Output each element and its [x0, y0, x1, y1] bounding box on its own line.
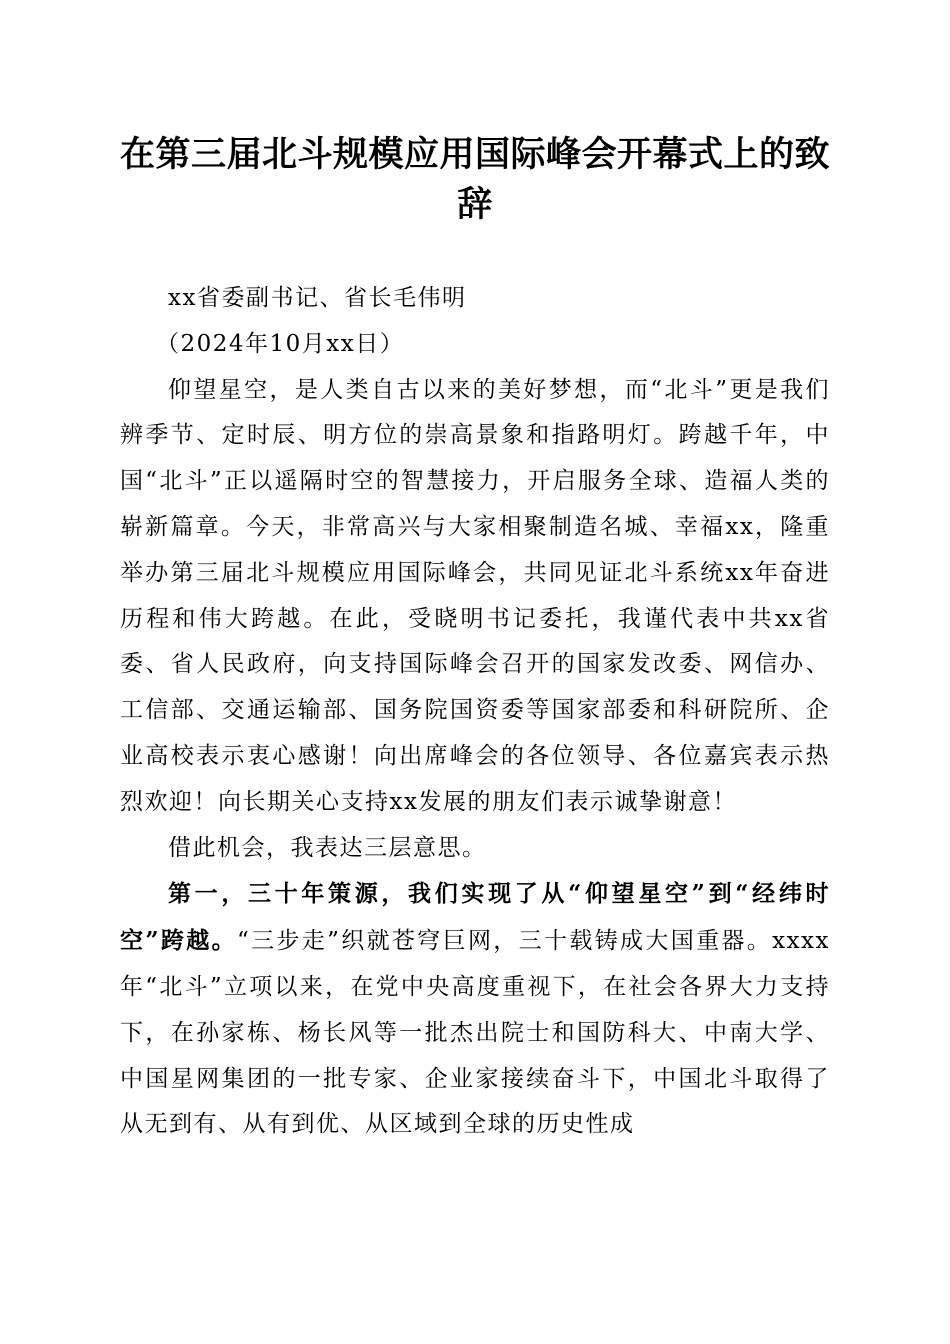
paragraph — [120, 826, 830, 872]
date-line: （2024年10月xx日） — [156, 330, 405, 357]
author-line: xx省委副书记、省长毛伟明 — [168, 285, 467, 311]
paragraph-text: 借此机会，我表达三层意思。 — [168, 834, 487, 861]
paragraph — [120, 871, 830, 1148]
paragraph — [120, 368, 830, 826]
paragraph-lead: 第一，三十年策源，我们实现了从“仰望星空”到“经纬时空”跨越。 — [120, 880, 830, 955]
document-title: 在第三届北斗规模应用国际峰会开幕式上的致辞 — [119, 134, 830, 225]
document-body — [120, 276, 830, 1148]
paragraph-text: 仰望星空，是人类自古以来的美好梦想，而“北斗”更是我们辨季节、定时辰、明方位的崇高景象和指路明灯。跨越千年，中国“北斗”正以遥隔时空的智慧接力，开启服务全球、造福人类的崭新篇章。今天，非常高兴与大家相聚制造名城、幸福xx，隆重举办第三届北斗规模应用国际峰会，共同见证北斗系统xx年奋进历程和伟大跨越。在此，受晓明书记委托，我谨代表中共xx省委、省人民政府，向支持国际峰会召开的国家发改委、网信办、工信部、交通运输部、国务院国资委等国家部委和科研院所、企业高校表示衷心感谢！向出席峰会的各位领导、各位嘉宾表示热烈欢迎！向长期关心支持xx发展的朋友们表示诚挚谢意！ — [120, 376, 830, 815]
paragraph-text: “三步走”织就苍穹巨网，三十载铸成大国重器。xxxx年“北斗”立项以来，在党中央高度重视下，在社会各界大力支持下，在孙家栋、杨长风等一批杰出院士和国防科大、中南大学、中国星网集团的一批专家、企业家接续奋斗下，中国北斗取得了从无到有、从有到优、从区域到全球的历史性成 — [120, 928, 830, 1138]
